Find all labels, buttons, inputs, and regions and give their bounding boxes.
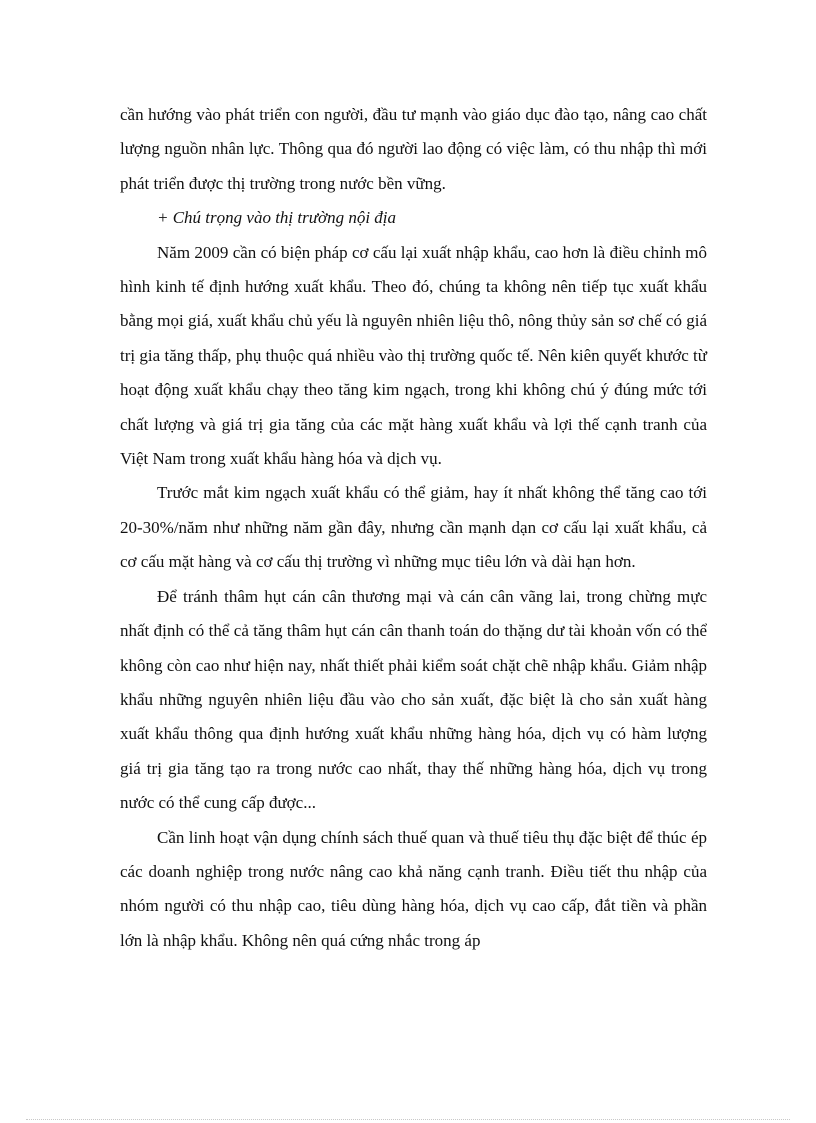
section-heading: + Chú trọng vào thị trường nội địa xyxy=(157,208,397,228)
paragraph-export-turnover: Trước mắt kim ngạch xuất khẩu có thể giảm, hay ít nhất không thể tăng cao tới 20-30%/năm như những năm gần đây, nhưng cần mạnh dạn cơ cấu lại xuất khẩu, cả cơ cấu mặt hàng và cơ cấu thị trường vì những mục tiêu lớn và dài hạn hơn. xyxy=(120,483,707,572)
paragraph-tax-policy: Cần linh hoạt vận dụng chính sách thuế quan và thuế tiêu thụ đặc biệt để thúc ép các doanh nghiệp trong nước nâng cao khả năng cạnh tranh. Điều tiết thu nhập của nhóm người có thu nhập cao, tiêu dùng hàng hóa, dịch vụ cao cấp, đắt tiền và phần lớn là nhập khẩu. Không nên quá cứng nhắc trong áp xyxy=(120,827,707,950)
document-body xyxy=(120,98,707,958)
paragraph-continuation: cần hướng vào phát triển con người, đầu tư mạnh vào giáo dục đào tạo, nâng cao chất lượng nguồn nhân lực. Thông qua đó người lao động có việc làm, có thu nhập thì mới phát triển được thị trường trong nước bền vững. xyxy=(120,105,707,193)
paragraph-import-control: Để tránh thâm hụt cán cân thương mại và cán cân vãng lai, trong chừng mực nhất định có thể cả tăng thâm hụt cán cân thanh toán do thặng dư tài khoản vốn có thể không còn cao như hiện nay, nhất thiết phải kiểm soát chặt chẽ nhập khẩu. Giảm nhập khẩu những nguyên nhiên liệu đầu vào cho sản xuất, đặc biệt là cho sản xuất hàng xuất khẩu thông qua định hướng xuất khẩu những hàng hóa, dịch vụ có hàm lượng giá trị gia tăng tạo ra trong nước cao nhất, thay thế những hàng hóa, dịch vụ trong nước có thể cung cấp được... xyxy=(120,586,707,813)
page-bottom-divider xyxy=(26,1119,790,1120)
paragraph-export-restructure: Năm 2009 cần có biện pháp cơ cấu lại xuất nhập khẩu, cao hơn là điều chỉnh mô hình kinh tế định hướng xuất khẩu. Theo đó, chúng ta không nên tiếp tục xuất khẩu bằng mọi giá, xuất khẩu chủ yếu là nguyên nhiên liệu thô, nông thủy sản sơ chế có giá trị gia tăng thấp, phụ thuộc quá nhiều vào thị trường quốc tế. Nên kiên quyết khước từ hoạt động xuất khẩu chạy theo tăng kim ngạch, trong khi không chú ý đúng mức tới chất lượng và giá trị gia tăng của các mặt hàng xuất khẩu và lợi thế cạnh tranh của Việt Nam trong xuất khẩu hàng hóa và dịch vụ. xyxy=(120,242,707,469)
